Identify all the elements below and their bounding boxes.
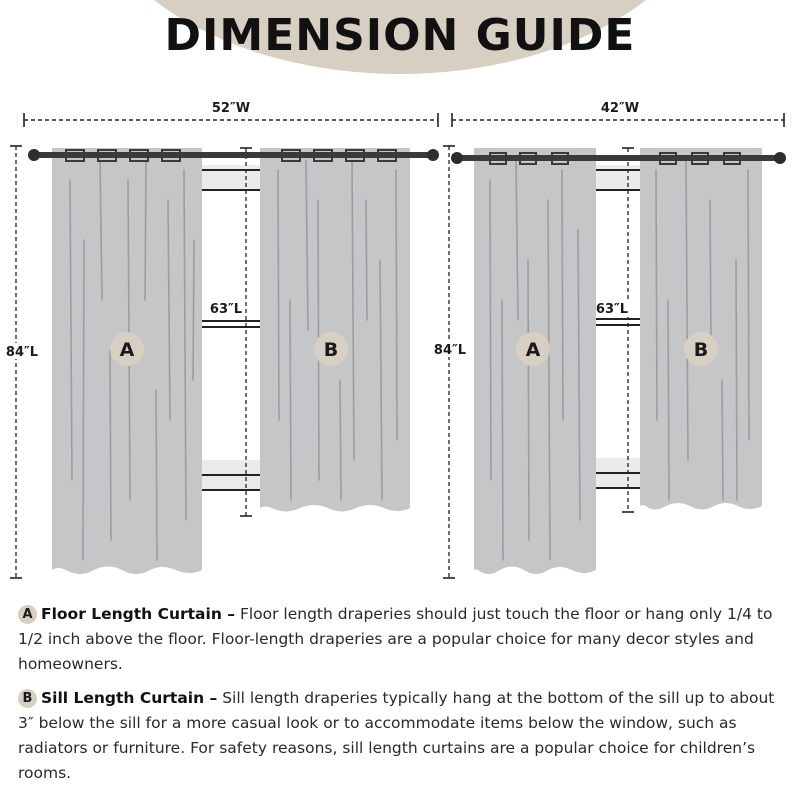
legend-floor-length xyxy=(18,602,782,677)
curtain-a-badge: A xyxy=(119,339,135,361)
legend-title-sill-length: Sill Length Curtain – xyxy=(41,689,218,707)
floor-length-curtain xyxy=(474,148,596,574)
legend-text-floor-length: Floor length draperies should just touch the floor or hang only 1/4 to 1/2 inch above the floor. Floor-length draperies are a popular choice for many decor styles and homeowners. xyxy=(18,605,773,673)
floor-length-dimension-line xyxy=(10,146,22,578)
legend-title-floor-length: Floor Length Curtain – xyxy=(41,605,236,623)
floor-length-dimension-line xyxy=(443,146,455,578)
legend-badge-a: A xyxy=(18,605,37,624)
sill-length-label: 63″L xyxy=(595,302,629,317)
curtain-b-badge: B xyxy=(323,339,339,361)
sill-length-curtain xyxy=(640,148,762,510)
curtain-a-badge: A xyxy=(525,339,541,361)
sill-length-dimension-line xyxy=(594,148,642,512)
floor-length-label: 84″L xyxy=(433,343,467,358)
curtain-b-badge: B xyxy=(693,339,709,361)
sill-length-curtain xyxy=(260,148,410,512)
floor-length-curtain xyxy=(52,148,202,574)
legend-badge-b: B xyxy=(18,689,37,708)
page-title: DIMENSION GUIDE xyxy=(164,10,636,61)
sill-length-label: 63″L xyxy=(209,302,243,317)
legend-sill-length xyxy=(18,686,782,786)
width-label: 52″W xyxy=(211,101,251,116)
curtain-set-52w xyxy=(2,100,439,578)
width-label: 42″W xyxy=(600,101,640,116)
legend-text-sill-length: Sill length draperies typically hang at the bottom of the sill up to about 3″ below the sill for a more casual look or to accommodate items below the window, such as radiators or furniture. For safety reasons, sill length curtains are a popular choice for children’s rooms. xyxy=(18,689,775,782)
floor-length-label: 84″L xyxy=(5,345,39,360)
curtain-set-42w xyxy=(430,100,786,578)
window-frame xyxy=(594,165,642,488)
